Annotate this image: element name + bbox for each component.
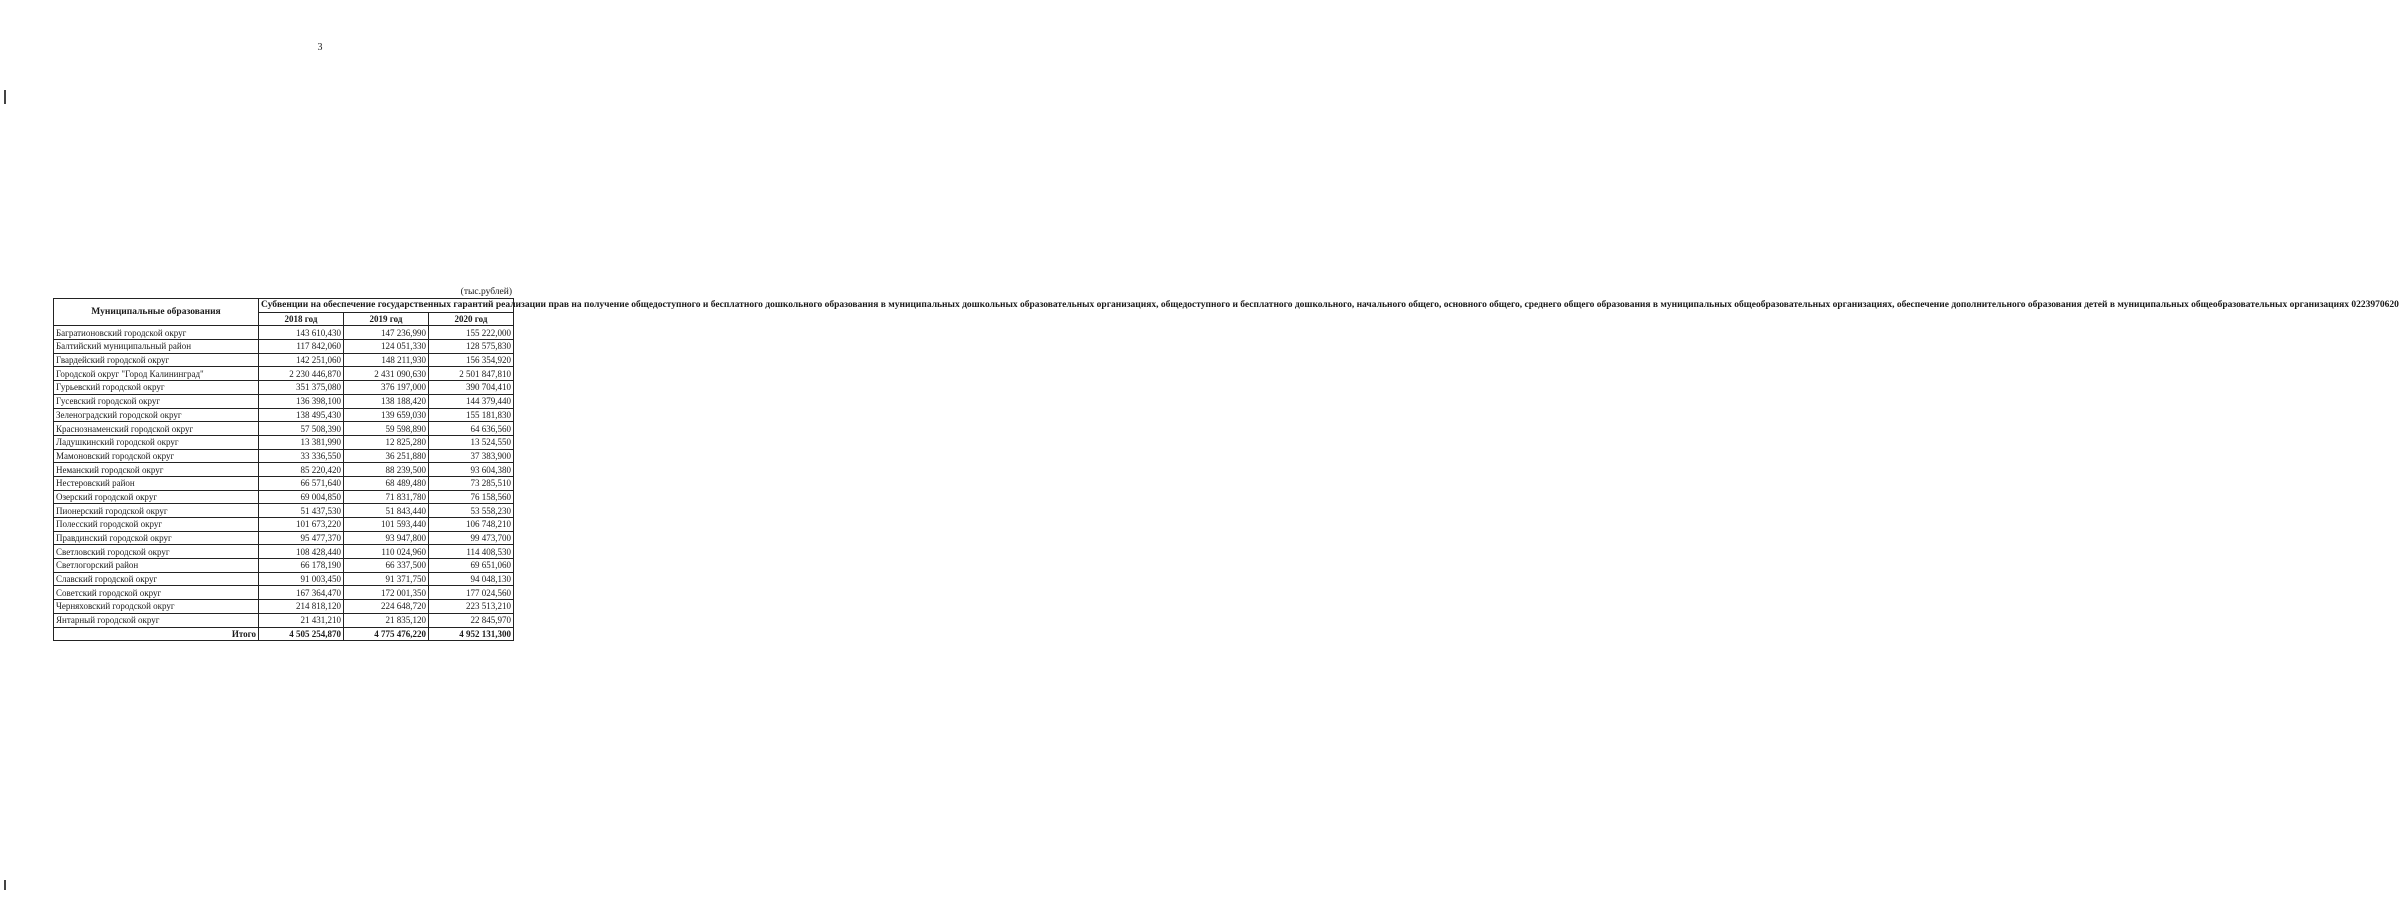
value-2020: 22 845,970: [429, 613, 514, 627]
value-2020: 94 048,130: [429, 572, 514, 586]
column-header-2019: 2019 год: [344, 312, 429, 326]
value-2020: 106 748,210: [429, 518, 514, 532]
total-2020: 4 952 131,300: [429, 627, 514, 641]
column-header-2020: 2020 год: [429, 312, 514, 326]
value-2019: 172 001,350: [344, 586, 429, 600]
value-2019: 2 431 090,630: [344, 367, 429, 381]
value-2020: 13 524,550: [429, 435, 514, 449]
value-2020: 114 408,530: [429, 545, 514, 559]
value-2020: 223 513,210: [429, 600, 514, 614]
value-2018: 33 336,550: [259, 449, 344, 463]
table-header-row: [54, 299, 514, 313]
table-body: [54, 326, 514, 627]
municipality-name: Светлогорский район: [54, 559, 259, 573]
value-2020: 53 558,230: [429, 504, 514, 518]
table-row: [54, 394, 514, 408]
table-row: [54, 518, 514, 532]
value-2019: 93 947,800: [344, 531, 429, 545]
value-2020: 69 651,060: [429, 559, 514, 573]
page-number: 3: [317, 42, 323, 53]
value-2018: 138 495,430: [259, 408, 344, 422]
table-row: [54, 463, 514, 477]
value-2018: 143 610,430: [259, 326, 344, 340]
municipality-name: Советский городской округ: [54, 586, 259, 600]
value-2018: 57 508,390: [259, 422, 344, 436]
value-2020: 99 473,700: [429, 531, 514, 545]
table-row: [54, 586, 514, 600]
value-2020: 155 222,000: [429, 326, 514, 340]
value-2019: 88 239,500: [344, 463, 429, 477]
municipality-name: Гурьевский городской округ: [54, 381, 259, 395]
table-row: [54, 353, 514, 367]
municipality-name: Светловский городской округ: [54, 545, 259, 559]
table-row: [54, 367, 514, 381]
value-2020: 64 636,560: [429, 422, 514, 436]
column-header-description: Субвенции на обеспечение государственных гарантий реализации прав на получение общедоступного и бесплатного дошкольного образования в муниципальных дошкольных образовательных организациях, общедоступного и бесплатного дошкольного, начального общего, основного общего, среднего общего образования в муниципальных общеобразовательных организациях, обеспечение дополнительного образования детей в муниципальных общеобразовательных организациях 0223970620: [259, 299, 514, 313]
table-row: [54, 613, 514, 627]
value-2018: 95 477,370: [259, 531, 344, 545]
municipality-name: Пионерский городской округ: [54, 504, 259, 518]
municipality-name: Правдинский городской округ: [54, 531, 259, 545]
value-2019: 139 659,030: [344, 408, 429, 422]
table-row: [54, 340, 514, 354]
value-2018: 85 220,420: [259, 463, 344, 477]
total-label: Итого: [54, 627, 259, 641]
value-2020: 144 379,440: [429, 394, 514, 408]
value-2019: 101 593,440: [344, 518, 429, 532]
value-2019: 148 211,930: [344, 353, 429, 367]
total-2018: 4 505 254,870: [259, 627, 344, 641]
column-header-2018: 2018 год: [259, 312, 344, 326]
total-row: [54, 627, 514, 641]
value-2018: 167 364,470: [259, 586, 344, 600]
value-2018: 101 673,220: [259, 518, 344, 532]
value-2020: 73 285,510: [429, 476, 514, 490]
municipality-name: Балтийский муниципальный район: [54, 340, 259, 354]
value-2019: 71 831,780: [344, 490, 429, 504]
municipality-name: Гусевский городской округ: [54, 394, 259, 408]
value-2019: 51 843,440: [344, 504, 429, 518]
value-2018: 51 437,530: [259, 504, 344, 518]
table-row: [54, 422, 514, 436]
value-2018: 91 003,450: [259, 572, 344, 586]
value-2019: 138 188,420: [344, 394, 429, 408]
table-row: [54, 600, 514, 614]
municipality-name: Полесский городской округ: [54, 518, 259, 532]
table-row: [54, 408, 514, 422]
value-2020: 177 024,560: [429, 586, 514, 600]
municipality-name: Ладушкинский городской округ: [54, 435, 259, 449]
value-2019: 376 197,000: [344, 381, 429, 395]
table-row: [54, 559, 514, 573]
value-2019: 66 337,500: [344, 559, 429, 573]
value-2018: 2 230 446,870: [259, 367, 344, 381]
municipality-name: Славский городской округ: [54, 572, 259, 586]
value-2018: 66 178,190: [259, 559, 344, 573]
value-2020: 155 181,830: [429, 408, 514, 422]
municipality-name: Озерский городской округ: [54, 490, 259, 504]
municipality-name: Мамоновский городской округ: [54, 449, 259, 463]
units-label: (тыс.рублей): [460, 287, 512, 297]
scan-margin-mark: [4, 90, 6, 104]
total-2019: 4 775 476,220: [344, 627, 429, 641]
municipality-name: Неманский городской округ: [54, 463, 259, 477]
table-row: [54, 545, 514, 559]
table-row: [54, 490, 514, 504]
value-2018: 21 431,210: [259, 613, 344, 627]
municipality-name: Краснознаменский городской округ: [54, 422, 259, 436]
value-2018: 69 004,850: [259, 490, 344, 504]
municipality-name: Гвардейский городской округ: [54, 353, 259, 367]
value-2019: 91 371,750: [344, 572, 429, 586]
value-2018: 214 818,120: [259, 600, 344, 614]
value-2018: 66 571,640: [259, 476, 344, 490]
table-row: [54, 449, 514, 463]
value-2019: 224 648,720: [344, 600, 429, 614]
table-row: [54, 326, 514, 340]
value-2018: 142 251,060: [259, 353, 344, 367]
value-2020: 156 354,920: [429, 353, 514, 367]
table-row: [54, 572, 514, 586]
municipality-name: Зеленоградский городской округ: [54, 408, 259, 422]
value-2020: 93 604,380: [429, 463, 514, 477]
scan-margin-mark: [4, 880, 6, 890]
table-row: [54, 531, 514, 545]
value-2020: 2 501 847,810: [429, 367, 514, 381]
municipality-name: Багратионовский городской округ: [54, 326, 259, 340]
value-2019: 68 489,480: [344, 476, 429, 490]
value-2020: 128 575,830: [429, 340, 514, 354]
value-2019: 110 024,960: [344, 545, 429, 559]
municipality-name: Черняховский городской округ: [54, 600, 259, 614]
municipality-name: Нестеровский район: [54, 476, 259, 490]
municipality-name: Янтарный городской округ: [54, 613, 259, 627]
table-row: [54, 504, 514, 518]
value-2020: 390 704,410: [429, 381, 514, 395]
value-2020: 76 158,560: [429, 490, 514, 504]
value-2019: 124 051,330: [344, 340, 429, 354]
table-row: [54, 476, 514, 490]
value-2019: 147 236,990: [344, 326, 429, 340]
table-row: [54, 381, 514, 395]
value-2018: 108 428,440: [259, 545, 344, 559]
value-2019: 59 598,890: [344, 422, 429, 436]
value-2018: 351 375,080: [259, 381, 344, 395]
column-header-municipalities: Муниципальные образования: [54, 299, 259, 326]
subventions-table: [53, 298, 2399, 641]
value-2018: 136 398,100: [259, 394, 344, 408]
value-2019: 36 251,880: [344, 449, 429, 463]
value-2020: 37 383,900: [429, 449, 514, 463]
municipality-name: Городской округ "Город Калининград": [54, 367, 259, 381]
value-2018: 13 381,990: [259, 435, 344, 449]
value-2019: 12 825,280: [344, 435, 429, 449]
table-row: [54, 435, 514, 449]
value-2018: 117 842,060: [259, 340, 344, 354]
value-2019: 21 835,120: [344, 613, 429, 627]
